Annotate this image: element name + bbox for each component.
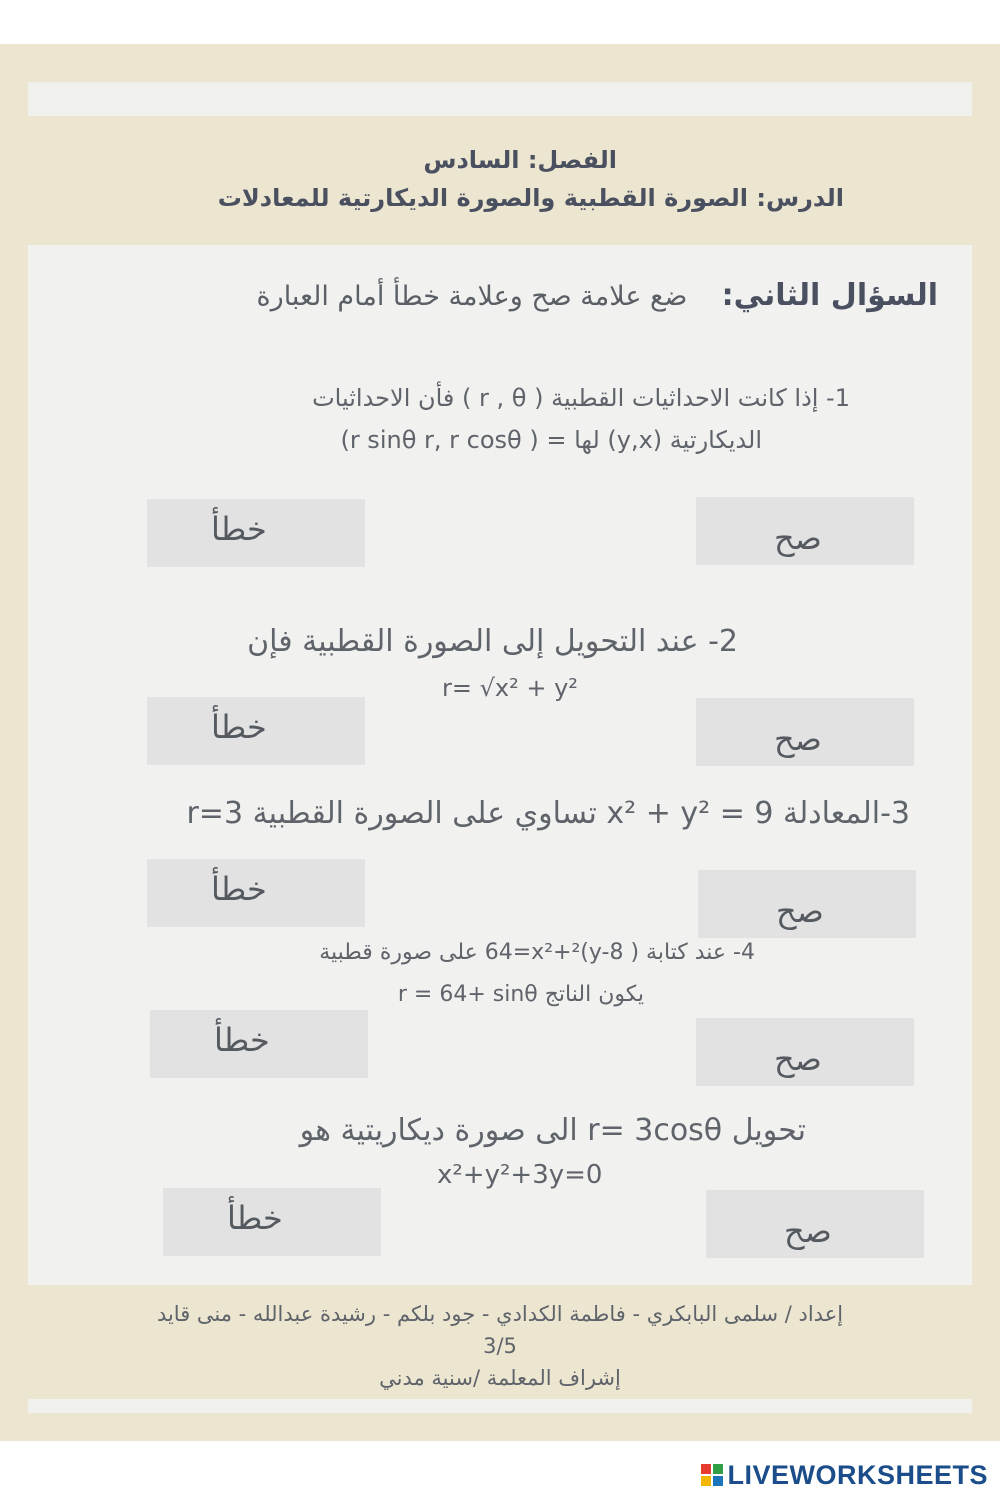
bottom-band — [28, 1399, 972, 1413]
question-instruction: ضع علامة صح وعلامة خطأ أمام العبارة — [256, 281, 688, 312]
false-label: خطأ — [211, 510, 267, 548]
true-button-2[interactable] — [696, 698, 914, 766]
false-button-1[interactable] — [147, 499, 365, 567]
statement-2-formula: r= √x² + y² — [442, 674, 578, 702]
question-number: السؤال الثاني: — [721, 278, 938, 313]
chapter-heading: الفصل: السادس — [423, 146, 617, 174]
true-label: صح — [774, 1040, 822, 1078]
supervisor-credit: إشراف المعلمة /سنية مدني — [379, 1366, 621, 1390]
statement-2-line-1: 2- عند التحويل إلى الصورة القطبية فإن — [247, 624, 738, 659]
statement-5-formula: x²+y²+3y=0 — [437, 1160, 603, 1190]
authors-credit: إعداد / سلمى البابكري - فاطمة الكدادي - جود بلكم - رشيدة عبدالله - منى قايد — [156, 1302, 844, 1326]
statement-1-line-1: 1- إذا كانت الاحداثيات القطبية ( r , θ ) فأن الاحداثيات — [312, 384, 850, 412]
true-label: صح — [774, 720, 822, 758]
true-button-4[interactable] — [696, 1018, 914, 1086]
true-label: صح — [774, 519, 822, 557]
lesson-heading: الدرس: الصورة القطبية والصورة الديكارتية للمعادلات — [217, 184, 844, 212]
true-label: صح — [776, 892, 824, 930]
question-title — [257, 278, 938, 313]
statement-4-line-1: 4- عند كتابة ( y-8)64=x²+² على صورة قطبية — [319, 940, 755, 965]
false-button-4[interactable] — [150, 1010, 368, 1078]
true-label: صح — [784, 1212, 832, 1250]
liveworksheets-logo — [701, 1460, 988, 1490]
false-button-5[interactable] — [163, 1188, 381, 1256]
false-label: خطأ — [227, 1199, 283, 1237]
page-number: 3/5 — [483, 1334, 517, 1358]
true-button-5[interactable] — [706, 1190, 924, 1258]
false-button-2[interactable] — [147, 697, 365, 765]
statement-1-line-2: الديكارتية (y,x) لها = ( r sinθ r, r cosθ) — [340, 426, 762, 454]
false-label: خطأ — [211, 870, 267, 908]
false-button-3[interactable] — [147, 859, 365, 927]
true-button-3[interactable] — [698, 870, 916, 938]
true-button-1[interactable] — [696, 497, 914, 565]
false-label: خطأ — [211, 708, 267, 746]
statement-5-line-1: تحويل r= 3cosθ الى صورة ديكاريتية هو — [299, 1113, 806, 1148]
logo-wordmark: LIVEWORKSHEETS — [727, 1459, 988, 1490]
logo-grid-icon — [701, 1464, 723, 1486]
top-band — [28, 82, 972, 116]
statement-3: 3-المعادلة 9 = x² + y² تساوي على الصورة القطبية r=3 — [186, 796, 910, 831]
false-label: خطأ — [214, 1021, 270, 1059]
statement-4-line-2: يكون الناتج r = 64+ sinθ — [397, 982, 644, 1007]
